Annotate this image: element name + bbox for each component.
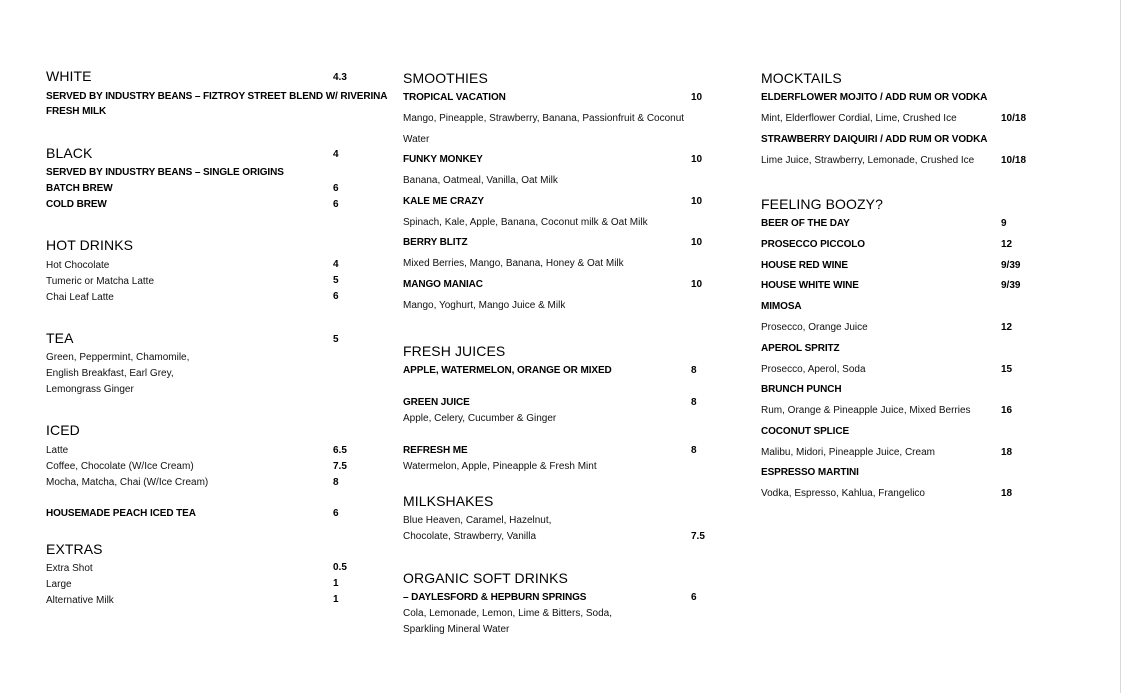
menu-item-name: MANGO MANIAC: [403, 279, 483, 290]
white-note-2: FRESH MILK: [46, 106, 107, 117]
menu-item-price: 8: [333, 477, 339, 488]
menu-item-name: KALE ME CRAZY: [403, 196, 484, 207]
menu-item-name: Extra Shot: [46, 563, 93, 574]
menu-item-price: 16: [1001, 405, 1013, 416]
menu-item-name: HOUSE RED WINE: [761, 260, 848, 271]
menu-item-name: Coffee, Chocolate (W/Ice Cream): [46, 461, 194, 472]
menu-item-name: APPLE, WATERMELON, ORANGE OR MIXED: [403, 365, 612, 376]
menu-item-price: 7.5: [333, 461, 347, 472]
menu-item-price: 15: [1001, 364, 1013, 375]
menu-item-price: 18: [1001, 447, 1013, 458]
menu-item-price: 12: [1001, 239, 1013, 250]
section-title-fresh-juices: FRESH JUICES: [403, 343, 506, 359]
tea-line: Lemongrass Ginger: [46, 384, 134, 395]
menu-item-price: 9: [1001, 218, 1007, 229]
menu-item-name: REFRESH ME: [403, 445, 468, 456]
menu-item-desc: Prosecco, Orange Juice: [761, 322, 868, 333]
menu-item-name: MIMOSA: [761, 301, 802, 312]
menu-item-desc: Mango, Pineapple, Strawberry, Banana, Passionfruit & Coconut: [403, 113, 685, 124]
white-note: SERVED BY INDUSTRY BEANS – FIZTROY STREET BLEND W/ RIVERINA: [46, 91, 388, 102]
menu-item-name: COLD BREW: [46, 199, 107, 210]
section-title-extras: EXTRAS: [46, 541, 103, 557]
menu-item-name: GREEN JUICE: [403, 397, 470, 408]
menu-item-price: 10: [691, 196, 703, 207]
section-title-smoothies: SMOOTHIES: [403, 70, 488, 86]
menu-item-price: 12: [1001, 322, 1013, 333]
milkshake-line: Blue Heaven, Caramel, Hazelnut,: [403, 515, 552, 526]
menu-item-desc: Vodka, Espresso, Kahlua, Frangelico: [761, 488, 925, 499]
menu-item-price: 6.5: [333, 445, 347, 456]
menu-item-price: 6: [333, 291, 339, 302]
section-title-mocktails: MOCKTAILS: [761, 70, 842, 86]
soft-drinks-line: Cola, Lemonade, Lemon, Lime & Bitters, Soda,: [403, 608, 613, 619]
price-tea: 5: [333, 334, 339, 345]
price-soft-drinks: 6: [691, 592, 697, 603]
menu-item-price: 1: [333, 594, 339, 605]
section-title-feeling-boozy: FEELING BOOZY?: [761, 196, 883, 212]
menu-item-name: BERRY BLITZ: [403, 237, 468, 248]
menu-item-name: HOUSE WHITE WINE: [761, 280, 859, 291]
menu-item-name: Alternative Milk: [46, 595, 114, 606]
menu-item-price: 9/39: [1001, 260, 1021, 271]
menu-item-price: 1: [333, 578, 339, 589]
menu-item-name: BATCH BREW: [46, 183, 113, 194]
tea-line: Green, Peppermint, Chamomile,: [46, 352, 190, 363]
menu-item-name: FUNKY MONKEY: [403, 154, 483, 165]
menu-item-price: 4: [333, 259, 339, 270]
menu-item-price: 18: [1001, 488, 1013, 499]
menu-item-name: Chai Leaf Latte: [46, 292, 114, 303]
menu-item-name: Large: [46, 579, 72, 590]
soft-drinks-subtitle: – DAYLESFORD & HEPBURN SPRINGS: [403, 592, 587, 603]
menu-item-price: 6: [333, 199, 339, 210]
menu-item-price: 10/18: [1001, 155, 1027, 166]
black-note: SERVED BY INDUSTRY BEANS – SINGLE ORIGINS: [46, 167, 284, 178]
section-title-white: WHITE: [46, 68, 92, 84]
menu-item-desc: Apple, Celery, Cucumber & Ginger: [403, 413, 557, 424]
menu-item-desc: Rum, Orange & Pineapple Juice, Mixed Berries: [761, 405, 971, 416]
menu-item-name: Mocha, Matcha, Chai (W/Ice Cream): [46, 477, 209, 488]
section-title-hot-drinks: HOT DRINKS: [46, 237, 134, 253]
menu-item-desc: Watermelon, Apple, Pineapple & Fresh Mint: [403, 461, 597, 472]
price-milkshakes: 7.5: [691, 531, 705, 542]
section-title-black: BLACK: [46, 145, 93, 161]
menu-item-price: 8: [691, 445, 697, 456]
milkshake-line: Chocolate, Strawberry, Vanilla: [403, 531, 537, 542]
menu-item-name: ESPRESSO MARTINI: [761, 467, 859, 478]
menu-item-price: 8: [691, 365, 697, 376]
menu-item-price: 6: [333, 508, 339, 519]
menu-item-price: 10: [691, 279, 703, 290]
menu-item-name: HOUSEMADE PEACH ICED TEA: [46, 508, 196, 519]
menu-item-desc: Banana, Oatmeal, Vanilla, Oat Milk: [403, 175, 558, 186]
menu-item-desc: Spinach, Kale, Apple, Banana, Coconut milk & Oat Milk: [403, 217, 648, 228]
menu-item-name: BEER OF THE DAY: [761, 218, 850, 229]
menu-item-name: Hot Chocolate: [46, 260, 110, 271]
menu-item-price: 6: [333, 183, 339, 194]
menu-item-price: 0.5: [333, 562, 347, 573]
section-title-tea: TEA: [46, 330, 74, 346]
menu-item-name: Latte: [46, 445, 69, 456]
soft-drinks-line: Sparkling Mineral Water: [403, 624, 510, 635]
menu-item-price: 9/39: [1001, 280, 1021, 291]
menu-item-name: PROSECCO PICCOLO: [761, 239, 865, 250]
menu-item-price: 8: [691, 397, 697, 408]
menu-item-name: COCONUT SPLICE: [761, 426, 850, 437]
menu-item-price: 5: [333, 275, 339, 286]
menu-item-price: 10/18: [1001, 113, 1027, 124]
menu-item-desc: Mixed Berries, Mango, Banana, Honey & Oat Milk: [403, 258, 624, 269]
menu-item-name: BRUNCH PUNCH: [761, 384, 842, 395]
tea-line: English Breakfast, Earl Grey,: [46, 368, 174, 379]
menu-item-desc: Mint, Elderflower Cordial, Lime, Crushed Ice: [761, 113, 957, 124]
menu-item-desc: Malibu, Midori, Pineapple Juice, Cream: [761, 447, 935, 458]
menu-item-price: 10: [691, 92, 703, 103]
menu-item-name: TROPICAL VACATION: [403, 92, 506, 103]
section-title-organic-soft-drinks: ORGANIC SOFT DRINKS: [403, 570, 568, 586]
menu-item-desc: Mango, Yoghurt, Mango Juice & Milk: [403, 300, 566, 311]
menu-item-name: APEROL SPRITZ: [761, 343, 840, 354]
price-white: 4.3: [333, 72, 347, 83]
price-black: 4: [333, 149, 339, 160]
menu-item-name: STRAWBERRY DAIQUIRI / ADD RUM OR VODKA: [761, 134, 988, 145]
section-title-milkshakes: MILKSHAKES: [403, 493, 494, 509]
menu-item-price: 10: [691, 237, 703, 248]
menu-item-desc: Prosecco, Aperol, Soda: [761, 364, 866, 375]
section-title-iced: ICED: [46, 422, 80, 438]
menu-item-desc: Water: [403, 134, 430, 145]
menu-item-desc: Lime Juice, Strawberry, Lemonade, Crushed Ice: [761, 155, 975, 166]
menu-item-price: 10: [691, 154, 703, 165]
menu-item-name: ELDERFLOWER MOJITO / ADD RUM OR VODKA: [761, 92, 988, 103]
menu-item-name: Tumeric or Matcha Latte: [46, 276, 155, 287]
